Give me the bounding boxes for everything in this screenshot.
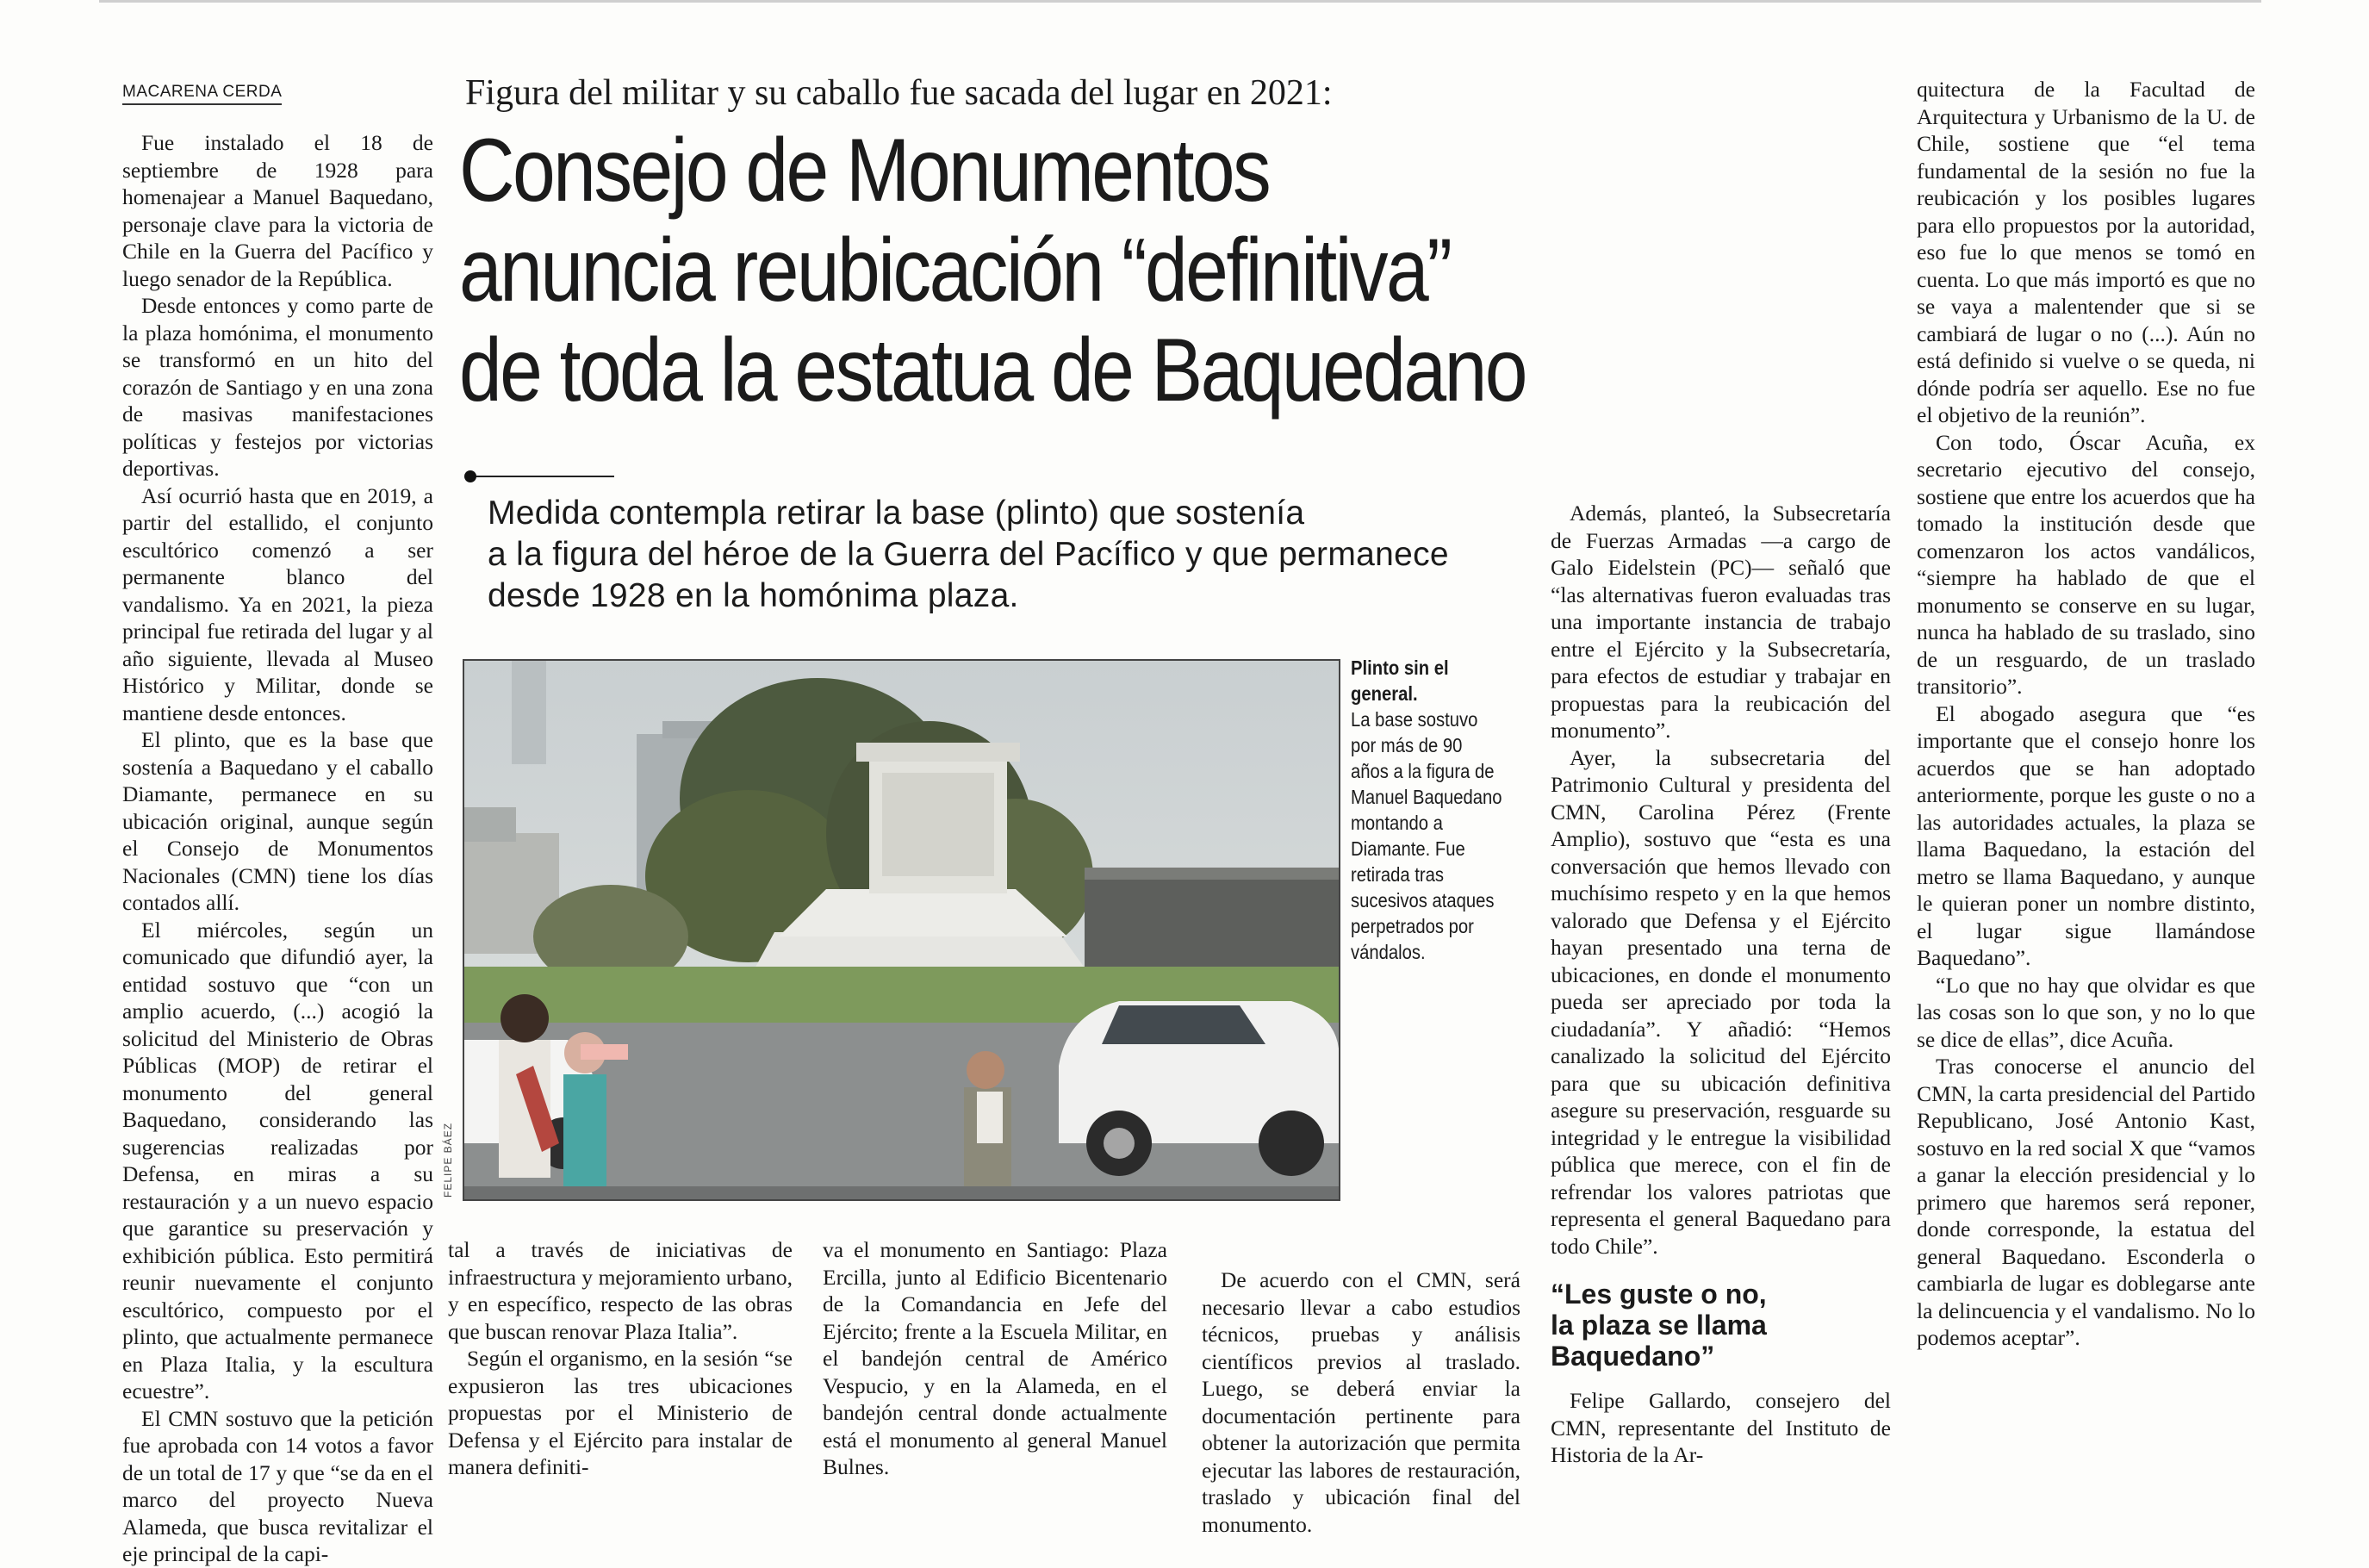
paragraph: El abogado asegura que “es importante que el consejo honre los acuerdos que se han adoptado anteriormente, porque les guste o no a las autoridades actuales, la plaza se llama Baquedano, la estación del metro se llama Baquedano, y aunque le quieran poner un nombre distinto, el lugar sigue llamándose Baquedano”. [1917,700,2255,970]
caption-text: La base sostuvo por más de 90 años a la figura de Manuel Baquedano montando a Diamante. Fue retirada tras sucesivos ataques perpetrados por vándalos. [1351,708,1502,963]
deck-rule [472,476,614,477]
article-column-6 [1917,76,2255,1352]
paragraph: Felipe Gallardo, consejero del CMN, representante del Instituto de Historia de la Ar- [1551,1388,1891,1467]
kicker: Figura del militar y su caballo fue sacada del lugar en 2021: [465,73,1333,113]
headline-line: anuncia reubicación “definitiva” [459,221,1451,320]
pull-quote-line: Baquedano” [1551,1341,1715,1372]
paragraph: Desde entonces y como parte de la plaza homónima, el monumento se transformó en un hito del corazón de Santiago y en una zona de masivas manifestaciones políticas y festejos por victorias deportivas. [122,293,433,481]
paragraph: Tras conocerse el anuncio del CMN, la carta presidencial del Partido Republicano, José Antonio Kast, sostuvo en la red social X que “vamos a ganar la elección presidencial y lo primero que haremos será reponer, donde corresponde, la estatua del general Baquedano. Esconderla o cambiarla de lugar es doblegarse ante la delincuencia y el vandalismo. No lo podemos aceptar”. [1917,1054,2255,1350]
caption-title: Plinto sin el general. [1351,656,1449,705]
paragraph: Además, planteó, la Subsecretaría de Fuerzas Armadas —a cargo de Galo Eidelstein (PC)— señaló que “las alternativas fueron evaluadas tras una importante instancia de trabajo entre el Ejército y la Subsecretaría, para efectos de estudiar y trabajar en propuestas para la reubicación del monumento”. [1551,501,1891,743]
article-column-5 [1551,500,1891,1469]
paragraph: Ayer, la subsecretaria del Patrimonio Cultural y presidenta del CMN, Carolina Pérez (Frente Amplio), sostuvo que “esta es una conversación que hemos llevado con muchísimo respeto y en la que hemos valorado que Defensa y el Ejército hayan presentado una terna de ubicaciones, en donde el monumento pueda ser apreciado por toda la ciudadanía”. Y añadió: “Hemos canalizado la solicitud del Ejército para que su ubicación definitiva asegure su preservación, resguarde su integridad y le entregue la visibilidad pública que merece, con el fin de refrendar los valores patriotas que representa el general Baquedano para todo Chile”. [1551,744,1891,1259]
article-column-4 [1202,1266,1520,1538]
headline-line: de toda la estatua de Baquedano [459,320,1526,420]
news-photo [463,659,1340,1201]
paragraph: Según el organismo, en la sesión “se expusieron las tres ubicaciones propuestas por el Ministerio de Defensa y el Ejército para instalar de manera definiti- [448,1346,793,1479]
paragraph: tal a través de iniciativas de infraestructura y mejoramiento urbano, y en específico, respecto de las obras que buscan renovar Plaza Italia”. [448,1237,793,1344]
paragraph: El plinto, que es la base que sostenía a Baquedano y el caballo Diamante, permanece en su ubicación original, aunque según el Consejo de Monumentos Nacionales (CMN) tiene los días contados allí. [122,727,433,915]
distant-tower [512,661,546,764]
paragraph: quitectura de la Facultad de Arquitectura y Urbanismo de la U. de Chile, sostiene que “el tema fundamental de la sesión no fue la reubicación y los posibles lugares para ello propuestos por la autoridad, eso fue lo que menos se tomó en cuenta. Lo que más importó es que no se vaya a malentender que si se cambiará de lugar o no (...). Aún no está definido si vuelve o se queda, ni dónde podría ser aquello. Ese no fue el objetivo de la reunión”. [1917,77,2255,427]
pull-quote-line: la plaza se llama [1551,1310,1767,1341]
paragraph: “Lo que no hay que olvidar es que las cosas son lo que son, y no lo que se dice de ellas”, dice Acuña. [1917,972,2255,1052]
pull-quote-line: “Les guste o no, [1551,1279,1767,1310]
paragraph: va el monumento en Santiago: Plaza Ercilla, junto al Edificio Bicentenario de la Comandancia en Jefe del Ejército; frente a la Escuela Militar, en el bandejón central de Américo Vespucio, y en la Alameda, en el bandejón central donde actualmente está el monumento al general Manuel Bulnes. [823,1237,1167,1479]
paragraph: De acuerdo con el CMN, será necesario llevar a cabo estudios técnicos, pruebas y análisis científicos previos al traslado. Luego, se deberá enviar la documentación pertinente para obtener la autorización que permita ejecutar las labores de restauración, traslado y ubicación final del monumento. [1202,1267,1520,1537]
pull-quote [1551,1279,1891,1372]
paragraph: Fue instalado el 18 de septiembre de 1928 para homenajear a Manuel Baquedano, personaje clave para la victoria de Chile en la Guerra del Pacífico y luego senador de la República. [122,130,433,291]
paragraph: El miércoles, según un comunicado que difundió ayer, la entidad sostuvo que “con un amplio acuerdo, (...) acogió la solicitud del Ministerio de Obras Públicas (MOP) de retirar el monumento del general Baquedano, considerando las sugerencias realizadas por Defensa, en miras a su restauración y a un nuevo espacio que garantice su preservación y exhibición pública. Esto permitirá reunir nuevamente el conjunto escultórico, compuesto por el plinto, que actualmente permanece en Plaza Italia, y la escultura ecuestre”. [122,917,433,1403]
plinth-photo-illustration [464,661,1339,1199]
photo-credit: FELIPE BÁEZ [442,1122,454,1198]
article-column-1 [122,129,433,1568]
headline-line: Consejo de Monumentos [459,121,1270,221]
deck [488,493,1521,617]
deck-bullet [464,470,476,482]
byline: MACARENA CERDA [122,83,282,105]
paragraph: El CMN sostuvo que la petición fue aprobada con 14 votos a favor de un total de 17 y que “se da en el marco del proyecto Nueva Alameda, que busca revitalizar el eje principal de la capi- [122,1405,433,1566]
deck-line: desde 1928 en la homónima plaza. [488,577,1019,614]
deck-line: Medida contempla retirar la base (plinto) que sostenía [488,495,1305,532]
article-column-3 [823,1236,1167,1481]
deck-line: a la figura del héroe de la Guerra del Pacífico y que permanece [488,536,1449,573]
paragraph: Con todo, Óscar Acuña, ex secretario ejecutivo del consejo, sostiene que entre los acuerdos que ha tomado la institución desde que comenzaron los actos vandálicos, “siempre ha hablado de que el monumento se conserve en su lugar, nunca ha hablado de su traslado, sino de un resguardo, de un traslado transitorio”. [1917,429,2255,699]
paragraph: Así ocurrió hasta que en 2019, a partir del estallido, el conjunto escultórico comenzó a ser permanente blanco del vandalismo. Ya en 2021, la pieza principal fue retirada del lugar y al año siguiente, llevada al Museo Histórico y Militar, donde se mantiene desde entonces. [122,482,433,725]
photo-caption [1351,655,1502,965]
pedestrian [563,1074,606,1199]
article-column-2 [448,1236,793,1481]
headline [459,121,1689,420]
top-rule [99,0,2261,8]
